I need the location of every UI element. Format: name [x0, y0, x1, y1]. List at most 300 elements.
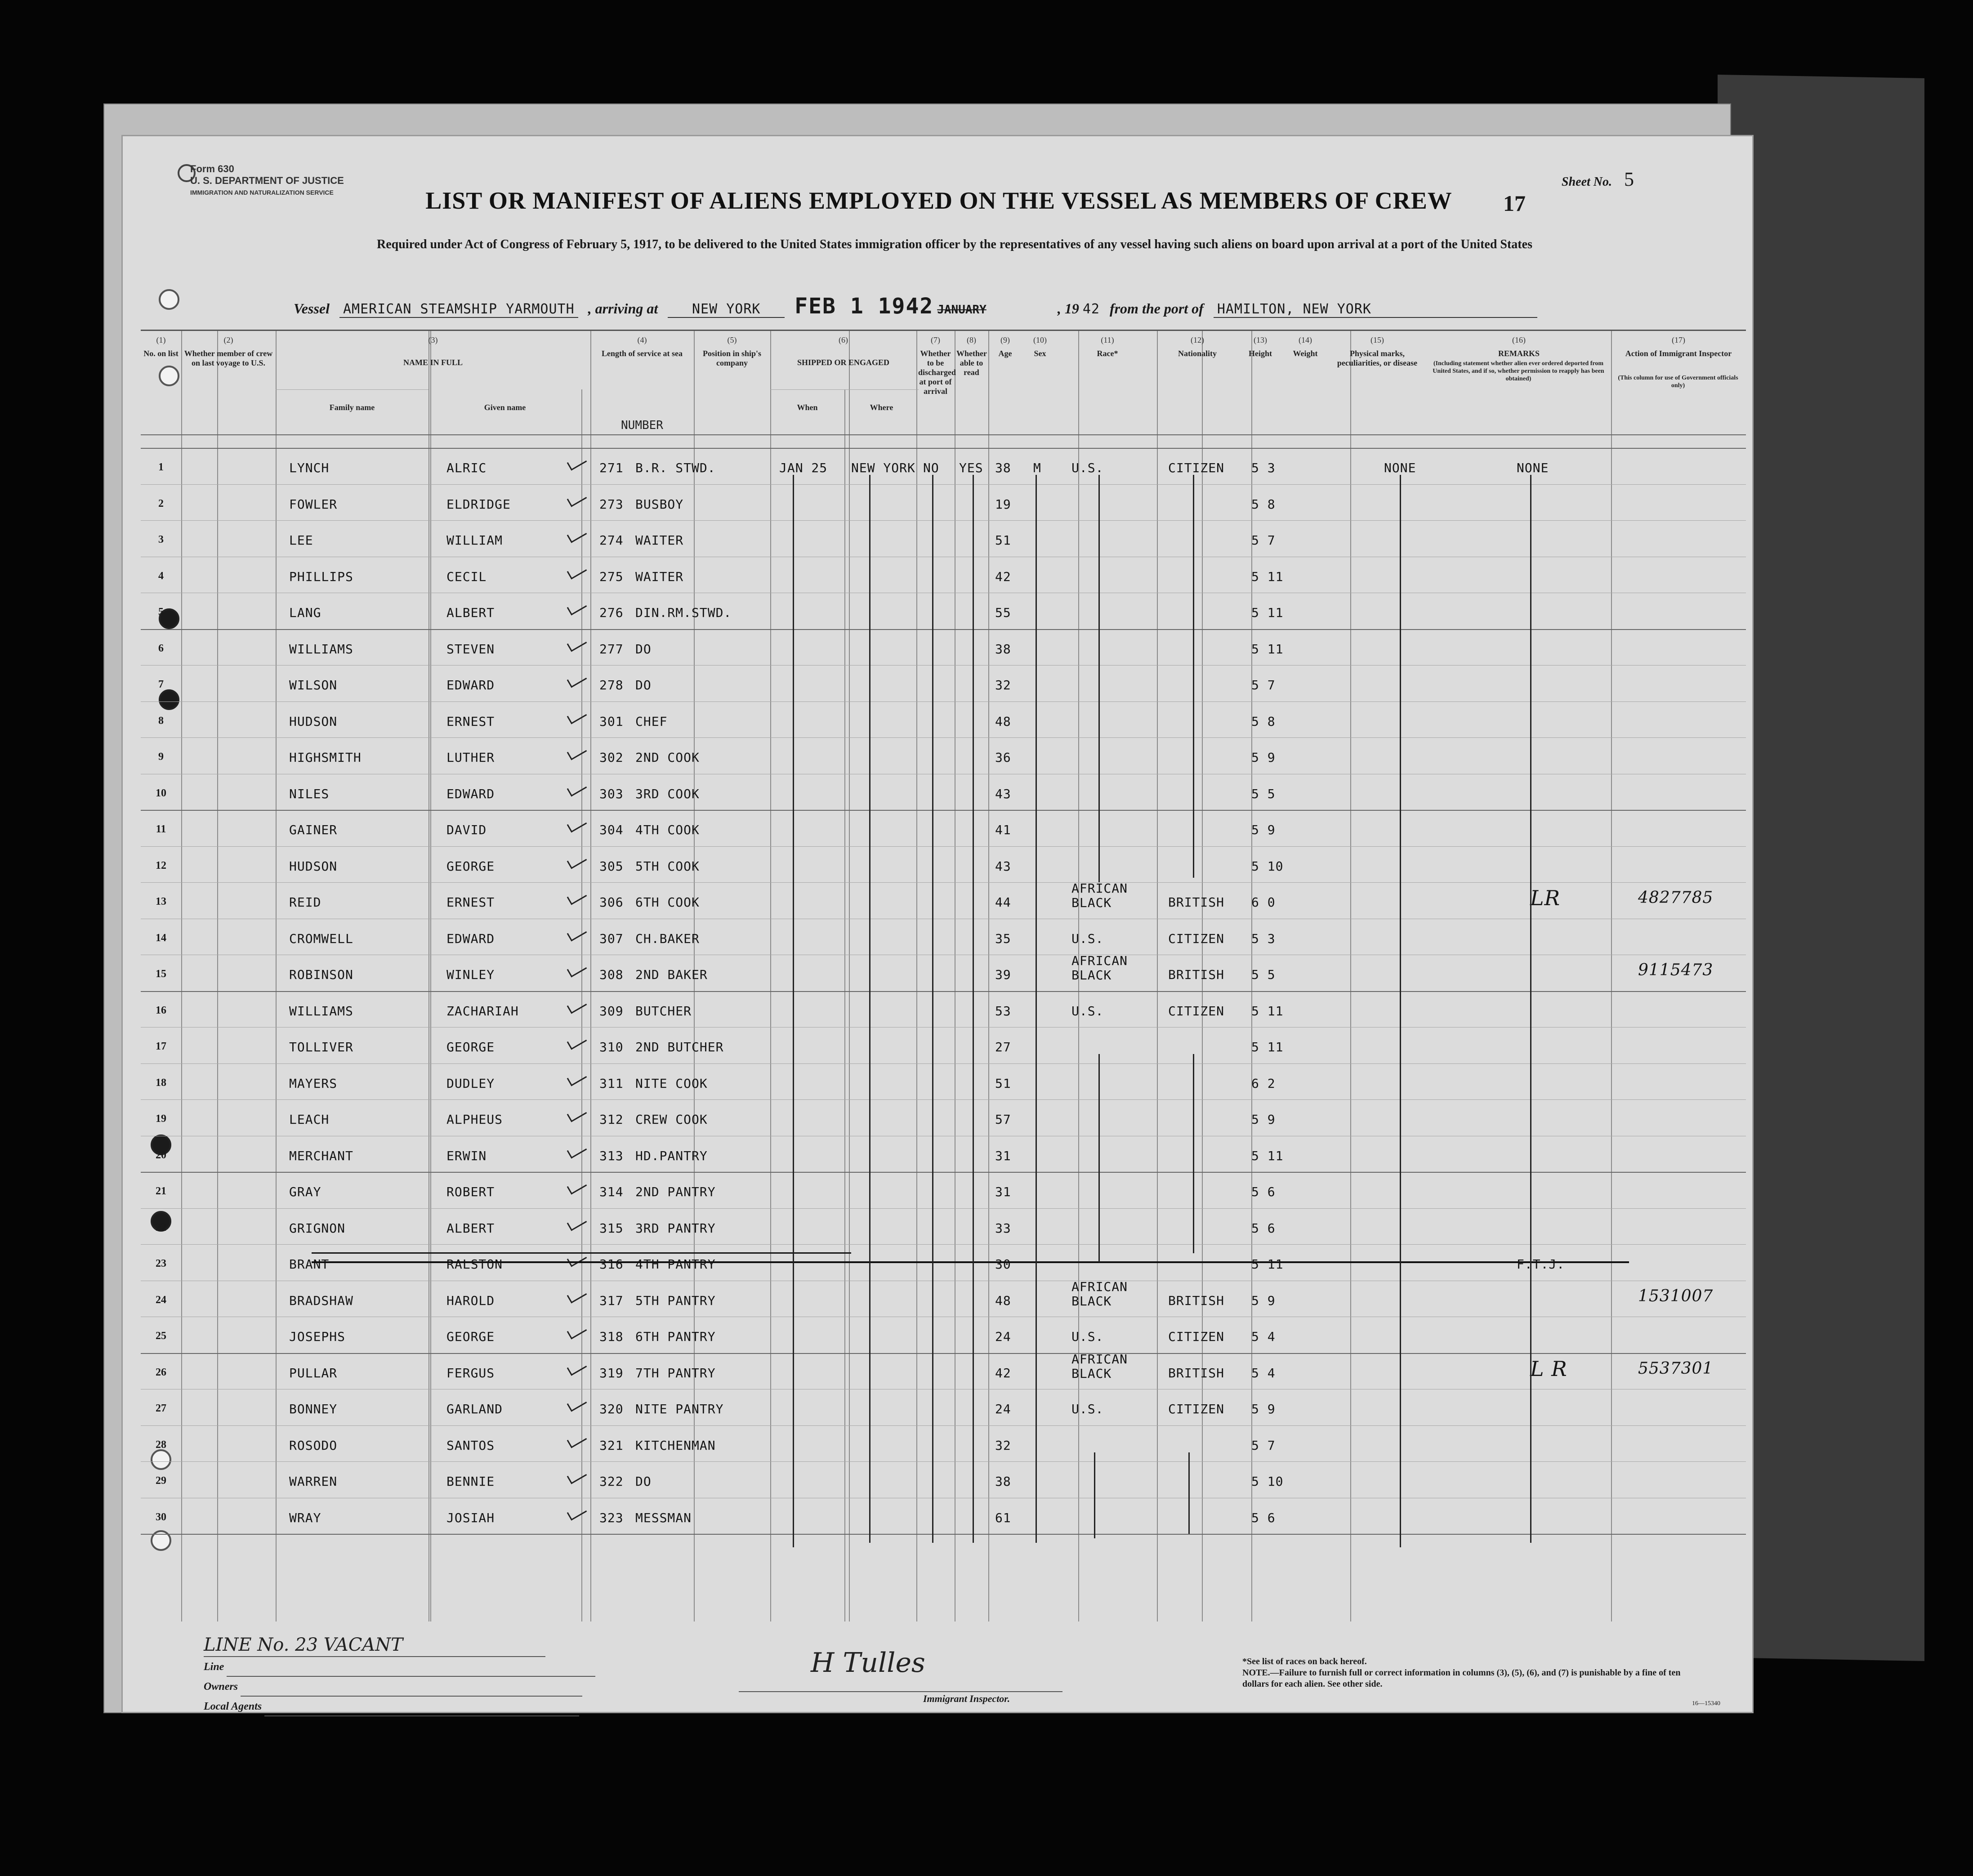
row-number: 5	[158, 606, 164, 618]
row-number: 20	[156, 1149, 166, 1161]
cell-nationality: CITIZEN	[1168, 1003, 1225, 1018]
cell-age: 43	[995, 786, 1011, 801]
cell-given: SANTOS	[446, 1438, 495, 1453]
cell-age: 53	[995, 1003, 1011, 1018]
cell-position: 2ND COOK	[635, 750, 700, 765]
cell-family: WARREN	[289, 1474, 338, 1489]
cell-height: 5 7	[1251, 533, 1276, 548]
cell-given: ALBERT	[446, 1220, 495, 1236]
cell-height: 5 7	[1251, 1438, 1276, 1453]
check-mark-icon	[567, 671, 587, 688]
column-header: Race*	[1097, 349, 1118, 358]
row-number: 23	[156, 1258, 166, 1269]
cell-age: 31	[995, 1148, 1011, 1163]
cell-number: 316	[599, 1257, 624, 1272]
form-code: 16—15340	[1692, 1700, 1720, 1707]
cell-position: KITCHENMAN	[635, 1438, 716, 1453]
row-rule	[141, 1099, 1746, 1100]
cell-nationality: BRITISH	[1168, 967, 1225, 982]
owners-field	[241, 1682, 582, 1697]
binder-hole	[159, 289, 179, 310]
cell-position: 3RD PANTRY	[635, 1220, 716, 1236]
cell-given: ALPHEUS	[446, 1112, 503, 1127]
line-label: Line	[204, 1661, 224, 1673]
cell-family: BONNEY	[289, 1402, 338, 1416]
column-number: (3)	[428, 335, 438, 344]
cell-family: WILLIAMS	[289, 641, 353, 657]
row-number: 2	[158, 497, 164, 509]
column-number: (1)	[156, 335, 166, 344]
row-number: 1	[158, 461, 164, 473]
cell-number: 309	[599, 1003, 624, 1018]
ditto-line	[932, 475, 933, 1543]
cell-given: EDWARD	[446, 931, 495, 946]
row-rule	[141, 1063, 1746, 1064]
cell-family: LANG	[289, 605, 321, 620]
column-rule	[217, 331, 218, 1621]
check-mark-icon	[567, 1431, 587, 1448]
cell-family: GRAY	[289, 1184, 321, 1199]
cell-given: DAVID	[446, 822, 487, 837]
cell-marks: NONE	[1384, 460, 1416, 475]
cell-remarks: F.T.J.	[1517, 1257, 1565, 1272]
cell-height: 5 11	[1251, 1003, 1284, 1018]
year: 42	[1082, 301, 1100, 317]
cell-number: 277	[599, 641, 624, 657]
row-rule	[141, 882, 1746, 883]
cell-family: PHILLIPS	[289, 569, 353, 584]
column-header: Sex	[1034, 349, 1046, 358]
cell-race: AFRICAN BLACK	[1071, 1279, 1128, 1309]
row-rule	[141, 629, 1746, 630]
check-mark-icon	[567, 960, 587, 977]
cell-position: 7TH PANTRY	[635, 1365, 716, 1380]
cell-number: 271	[599, 460, 624, 475]
column-number: (9)	[1000, 335, 1010, 344]
cell-given: GEORGE	[446, 1040, 495, 1054]
column-header: SHIPPED OR ENGAGED	[797, 358, 890, 367]
cell-height: 5 10	[1251, 858, 1284, 874]
cell-given: ERNEST	[446, 895, 495, 910]
department-name: U. S. DEPARTMENT OF JUSTICE	[190, 175, 344, 186]
row-number: 25	[156, 1330, 166, 1342]
cell-number: 301	[599, 714, 624, 729]
cell-position: BUTCHER	[635, 1003, 692, 1018]
vessel-label: Vessel	[294, 300, 330, 317]
cell-height: 5 10	[1251, 1474, 1284, 1489]
check-mark-icon	[567, 1105, 587, 1122]
row-number: 7	[158, 679, 164, 690]
check-mark-icon	[567, 1214, 587, 1231]
cell-given: EDWARD	[446, 786, 495, 801]
check-mark-icon	[567, 1467, 587, 1484]
row-number: 6	[158, 642, 164, 654]
check-mark-icon	[567, 743, 587, 760]
cell-age: 39	[995, 967, 1011, 982]
footer-block	[204, 1634, 595, 1716]
cell-position: 5TH COOK	[635, 858, 700, 874]
cell-age: 24	[995, 1402, 1011, 1416]
cell-position: B.R. STWD.	[635, 460, 716, 475]
check-mark-icon	[567, 1395, 587, 1411]
cell-height: 5 11	[1251, 569, 1284, 584]
column-number: (7)	[931, 335, 940, 344]
column-rule	[844, 389, 845, 1621]
cell-given: ERWIN	[446, 1148, 487, 1163]
check-mark-icon	[567, 1359, 587, 1376]
cell-age: 35	[995, 931, 1011, 946]
cell-family: PULLAR	[289, 1365, 338, 1380]
cell-age: 27	[995, 1040, 1011, 1054]
cell-marks: L R	[1530, 1356, 1567, 1381]
cell-age: 55	[995, 605, 1011, 620]
row-number: 22	[156, 1221, 166, 1233]
column-rule	[849, 331, 850, 1621]
row-number: 9	[158, 751, 164, 763]
cell-number: 317	[599, 1293, 624, 1308]
cell-height: 5 11	[1251, 641, 1284, 657]
cell-height: 5 9	[1251, 822, 1276, 837]
cell-family: LYNCH	[289, 460, 330, 475]
cell-height: 5 9	[1251, 750, 1276, 765]
crew-table	[141, 330, 1746, 1620]
row-number: 21	[156, 1185, 166, 1197]
cell-family: GRIGNON	[289, 1220, 346, 1236]
cell-number: 306	[599, 895, 624, 910]
page-number: 17	[1503, 191, 1526, 216]
cell-given: LUTHER	[446, 750, 495, 765]
column-rule	[770, 331, 771, 1621]
cell-given: WILLIAM	[446, 533, 503, 548]
column-number: (2)	[223, 335, 233, 344]
cell-age: 30	[995, 1257, 1011, 1272]
cell-number: 276	[599, 605, 624, 620]
cell-age: 31	[995, 1184, 1011, 1199]
cell-given: GARLAND	[446, 1402, 503, 1416]
row-number: 17	[156, 1041, 166, 1052]
cell-read: YES	[959, 460, 983, 475]
column-rule	[181, 331, 182, 1621]
cell-number: 319	[599, 1365, 624, 1380]
ditto-line	[793, 475, 794, 1547]
cell-given: RALSTON	[446, 1257, 503, 1272]
column-number: (4)	[637, 335, 647, 344]
column-header: REMARKS	[1498, 349, 1540, 358]
cell-height: 5 6	[1251, 1220, 1276, 1236]
sheet-label: Sheet No.	[1562, 175, 1612, 189]
cell-height: 5 5	[1251, 967, 1276, 982]
cell-number: 311	[599, 1076, 624, 1091]
cell-position: DO	[635, 1474, 652, 1489]
cell-position: CH.BAKER	[635, 931, 700, 946]
cell-position: MESSMAN	[635, 1510, 692, 1525]
cell-age: 44	[995, 895, 1011, 910]
cell-action: 9115473	[1638, 961, 1714, 979]
cell-family: WILSON	[289, 678, 338, 692]
service-name: IMMIGRATION AND NATURALIZATION SERVICE	[190, 189, 334, 196]
column-header: Whether member of crew on last voyage to U.S.	[184, 349, 273, 367]
cell-position: 4TH PANTRY	[635, 1257, 716, 1272]
year-label: , 19	[1057, 300, 1079, 317]
row-rule	[141, 484, 1746, 485]
row-rule	[141, 1534, 1746, 1535]
cell-position: CHEF	[635, 714, 668, 729]
cell-nationality: BRITISH	[1168, 895, 1225, 910]
cell-family: MAYERS	[289, 1076, 338, 1091]
cell-position: NITE PANTRY	[635, 1402, 724, 1416]
cell-family: HIGHSMITH	[289, 750, 362, 765]
check-mark-icon	[567, 997, 587, 1014]
cell-race: AFRICAN BLACK	[1071, 1351, 1128, 1381]
cell-age: 32	[995, 1438, 1011, 1453]
handwritten-note: LINE No. 23 VACANT	[204, 1634, 545, 1657]
subhead-number: NUMBER	[621, 419, 663, 432]
cell-given: ALRIC	[446, 460, 487, 475]
subhead-when: When	[797, 403, 818, 412]
cell-height: 5 4	[1251, 1329, 1276, 1344]
cell-nationality: CITIZEN	[1168, 931, 1225, 946]
column-rule	[1350, 331, 1351, 1621]
row-rule	[141, 520, 1746, 521]
vessel-info	[294, 294, 1544, 319]
ditto-line	[973, 475, 974, 1543]
cell-age: 42	[995, 1365, 1011, 1380]
column-number: (14)	[1299, 335, 1312, 344]
check-mark-icon	[567, 1033, 587, 1050]
check-mark-icon	[567, 1069, 587, 1086]
cell-where: NEW YORK	[851, 460, 915, 475]
cell-position: 4TH COOK	[635, 822, 700, 837]
cell-family: GAINER	[289, 822, 338, 837]
check-mark-icon	[567, 707, 587, 724]
cell-age: 48	[995, 1293, 1011, 1308]
cell-age: 36	[995, 750, 1011, 765]
cell-age: 43	[995, 858, 1011, 874]
column-header: Physical marks, peculiarities, or disease	[1337, 349, 1418, 367]
header-rule	[276, 389, 429, 390]
cell-given: ERNEST	[446, 714, 495, 729]
cell-height: 5 4	[1251, 1365, 1276, 1380]
page-title: LIST OR MANIFEST OF ALIENS EMPLOYED ON THE VESSEL AS MEMBERS OF CREW	[425, 187, 1452, 214]
cell-position: 6TH PANTRY	[635, 1329, 716, 1344]
row-number: 27	[156, 1403, 166, 1414]
cell-position: NITE COOK	[635, 1076, 708, 1091]
cell-number: 307	[599, 931, 624, 946]
cell-family: NILES	[289, 786, 330, 801]
column-rule	[1157, 331, 1158, 1621]
check-mark-icon	[567, 490, 587, 507]
cell-nationality: CITIZEN	[1168, 460, 1225, 475]
cell-family: FOWLER	[289, 496, 338, 512]
cell-sex: M	[1033, 460, 1041, 475]
strike-through-line	[312, 1261, 1629, 1263]
cell-age: 41	[995, 822, 1011, 837]
cell-number: 315	[599, 1220, 624, 1236]
subhead-where: Where	[870, 403, 893, 412]
cell-number: 323	[599, 1510, 624, 1525]
subhead-action-note: (This column for use of Government officials only)	[1618, 375, 1738, 389]
cell-age: 33	[995, 1220, 1011, 1236]
ditto-line	[1098, 475, 1100, 882]
cell-age: 19	[995, 496, 1011, 512]
cell-given: EDWARD	[446, 678, 495, 692]
page-subtitle: Required under Act of Congress of February 5, 1917, to be delivered to the United States immigration officer by the representatives of any vessel having such aliens on board upon arrival at a port of the United States	[377, 237, 1532, 251]
cell-position: 3RD COOK	[635, 786, 700, 801]
cell-age: 57	[995, 1112, 1011, 1127]
cell-given: FERGUS	[446, 1365, 495, 1380]
check-mark-icon	[567, 563, 587, 579]
cell-number: 302	[599, 750, 624, 765]
cell-number: 303	[599, 786, 624, 801]
cell-family: JOSEPHS	[289, 1329, 346, 1344]
column-header: Length of service at sea	[602, 349, 683, 358]
cell-action: 5537301	[1638, 1359, 1714, 1378]
column-rule	[590, 331, 591, 1621]
ditto-line	[1188, 1452, 1190, 1534]
column-header: Whether able to read	[956, 349, 987, 377]
from-port: HAMILTON, NEW YORK	[1214, 301, 1537, 318]
inspector-signature: H Tulles	[811, 1647, 925, 1679]
cell-family: HUDSON	[289, 858, 338, 874]
column-number: (8)	[967, 335, 976, 344]
cell-race: AFRICAN BLACK	[1071, 881, 1128, 910]
cell-height: 5 6	[1251, 1184, 1276, 1199]
cell-height: 5 9	[1251, 1293, 1276, 1308]
row-number: 24	[156, 1294, 166, 1306]
agents-field	[264, 1702, 579, 1716]
cell-family: WRAY	[289, 1510, 321, 1525]
cell-height: 5 11	[1251, 1040, 1284, 1054]
arriving-port: NEW YORK	[668, 301, 785, 318]
cell-age: 61	[995, 1510, 1011, 1525]
cell-height: 5 6	[1251, 1510, 1276, 1525]
row-rule	[141, 1244, 1746, 1245]
subhead-remarks-note: (Including statement whether alien ever ordered deported from United States, and if so, whether permission to reapply has been obtained)	[1433, 360, 1604, 382]
row-rule	[141, 701, 1746, 702]
check-mark-icon	[567, 1504, 587, 1520]
header-rule	[141, 434, 1746, 435]
row-number: 29	[156, 1475, 166, 1487]
cell-height: 5 8	[1251, 496, 1276, 512]
cell-height: 5 9	[1251, 1112, 1276, 1127]
cell-family: TOLLIVER	[289, 1040, 353, 1054]
row-rule	[141, 1208, 1746, 1209]
row-number: 30	[156, 1511, 166, 1523]
cell-family: CROMWELL	[289, 931, 353, 946]
ditto-line	[1530, 475, 1531, 1543]
row-number: 13	[156, 896, 166, 907]
cell-nationality: BRITISH	[1168, 1293, 1225, 1308]
row-rule	[141, 846, 1746, 847]
strike-through-line	[312, 1252, 851, 1254]
column-number: (17)	[1672, 335, 1685, 344]
row-number: 14	[156, 932, 166, 944]
cell-height: 5 5	[1251, 786, 1276, 801]
check-mark-icon	[567, 454, 587, 470]
cell-family: LEACH	[289, 1112, 330, 1127]
column-header: Weight	[1293, 349, 1318, 358]
header-rule	[770, 389, 919, 390]
cell-height: 5 8	[1251, 714, 1276, 729]
cell-number: 304	[599, 822, 624, 837]
cell-age: 42	[995, 569, 1011, 584]
column-number: (12)	[1191, 335, 1204, 344]
row-number: 26	[156, 1366, 166, 1378]
from-label: from the port of	[1109, 300, 1204, 317]
cell-position: DIN.RM.STWD.	[635, 605, 732, 620]
subhead-given: Given name	[484, 403, 526, 412]
cell-race: U.S.	[1071, 1402, 1104, 1416]
footnotes	[1242, 1656, 1701, 1690]
cell-number: 320	[599, 1402, 624, 1416]
cell-position: 5TH PANTRY	[635, 1293, 716, 1308]
cell-nationality: BRITISH	[1168, 1365, 1225, 1380]
arriving-label: , arriving at	[588, 300, 658, 317]
cell-number: 318	[599, 1329, 624, 1344]
cell-position: 2ND BUTCHER	[635, 1040, 724, 1054]
cell-height: 5 3	[1251, 931, 1276, 946]
cell-when: JAN 25	[779, 460, 828, 475]
struck-month: JANUARY	[937, 303, 986, 317]
cell-given: BENNIE	[446, 1474, 495, 1489]
cell-height: 5 9	[1251, 1402, 1276, 1416]
row-rule	[141, 665, 1746, 666]
column-number: (15)	[1370, 335, 1384, 344]
manifest-page	[121, 135, 1754, 1713]
ditto-line	[1193, 475, 1194, 878]
row-number: 8	[158, 715, 164, 727]
cell-nationality: CITIZEN	[1168, 1329, 1225, 1344]
cell-given: ELDRIDGE	[446, 496, 511, 512]
cell-number: 305	[599, 858, 624, 874]
column-rule	[430, 331, 431, 1621]
cell-action: 4827785	[1638, 889, 1714, 907]
column-rule	[1611, 331, 1612, 1621]
cell-height: 5 7	[1251, 678, 1276, 692]
races-note: *See list of races on back hereof.	[1242, 1657, 1367, 1666]
cell-age: 32	[995, 678, 1011, 692]
cell-position: DO	[635, 641, 652, 657]
cell-family: REID	[289, 895, 321, 910]
ditto-line	[1098, 1054, 1100, 1262]
row-number: 10	[156, 787, 166, 799]
cell-position: 2ND PANTRY	[635, 1184, 716, 1199]
cell-position: WAITER	[635, 569, 684, 584]
row-number: 3	[158, 534, 164, 545]
cell-age: 38	[995, 1474, 1011, 1489]
owners-label: Owners	[204, 1681, 238, 1693]
cell-position: BUSBOY	[635, 496, 684, 512]
cell-position: 2ND BAKER	[635, 967, 708, 982]
row-rule	[141, 1425, 1746, 1426]
check-mark-icon	[567, 925, 587, 941]
column-number: (6)	[839, 335, 848, 344]
column-header: Age	[998, 349, 1012, 358]
cell-given: CECIL	[446, 569, 487, 584]
cell-family: BRADSHAW	[289, 1293, 353, 1308]
cell-age: 38	[995, 641, 1011, 657]
cell-family: ROBINSON	[289, 967, 353, 982]
check-mark-icon	[567, 888, 587, 905]
cell-race: U.S.	[1071, 1329, 1104, 1344]
row-number: 19	[156, 1113, 166, 1125]
row-number: 11	[156, 823, 166, 835]
column-rule	[916, 331, 917, 1621]
row-rule	[141, 448, 1746, 449]
column-rule	[988, 331, 989, 1621]
cell-height: 5 11	[1251, 1148, 1284, 1163]
sheet-value: 5	[1624, 168, 1634, 190]
